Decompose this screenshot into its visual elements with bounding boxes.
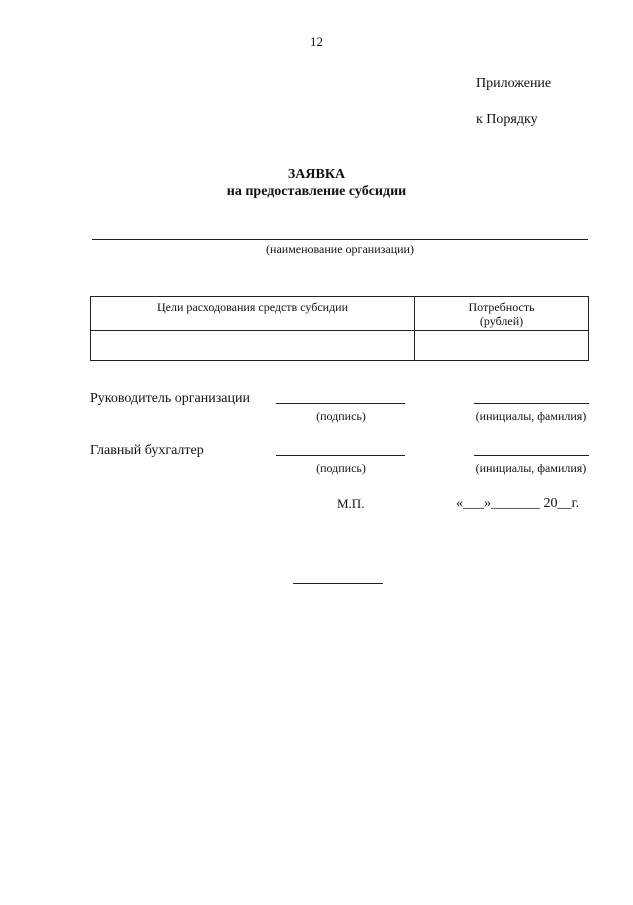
- end-divider: [293, 583, 383, 584]
- accountant-label: Главный бухгалтер: [90, 443, 204, 458]
- header-need-line-2: (рублей): [479, 314, 524, 328]
- stamp-placeholder: М.П.: [337, 496, 365, 511]
- header-need-line-1: Потребность: [468, 300, 535, 314]
- appendix-note: [476, 75, 551, 129]
- head-name-caption: (инициалы, фамилия): [475, 409, 587, 423]
- head-signature-caption: (подпись): [316, 409, 366, 423]
- header-need: [415, 297, 589, 331]
- page-number: 12: [310, 34, 323, 49]
- title-sub: на предоставление субсидии: [226, 184, 407, 199]
- date-placeholder: «___»_______ 20__г.: [456, 496, 580, 511]
- accountant-signature-line: [276, 455, 405, 456]
- title-main: ЗАЯВКА: [287, 167, 346, 182]
- table-row: [91, 331, 589, 361]
- header-purpose: Цели расходования средств субсидии: [91, 297, 415, 331]
- subsidy-table: [90, 296, 589, 361]
- organization-name-line: [92, 239, 588, 240]
- head-name-line: [474, 403, 589, 404]
- head-signature-line: [276, 403, 405, 404]
- head-label: Руководитель организации: [90, 391, 250, 406]
- cell-need: [415, 331, 589, 361]
- document-title: [0, 166, 633, 200]
- accountant-name-line: [474, 455, 589, 456]
- accountant-name-caption: (инициалы, фамилия): [475, 461, 587, 475]
- organization-caption: (наименование организации): [266, 242, 414, 256]
- accountant-signature-caption: (подпись): [316, 461, 366, 475]
- cell-purpose: [91, 331, 415, 361]
- appendix-line-1: Приложение: [476, 76, 552, 91]
- table-header-row: [91, 297, 589, 331]
- appendix-line-2: к Порядку: [476, 112, 538, 127]
